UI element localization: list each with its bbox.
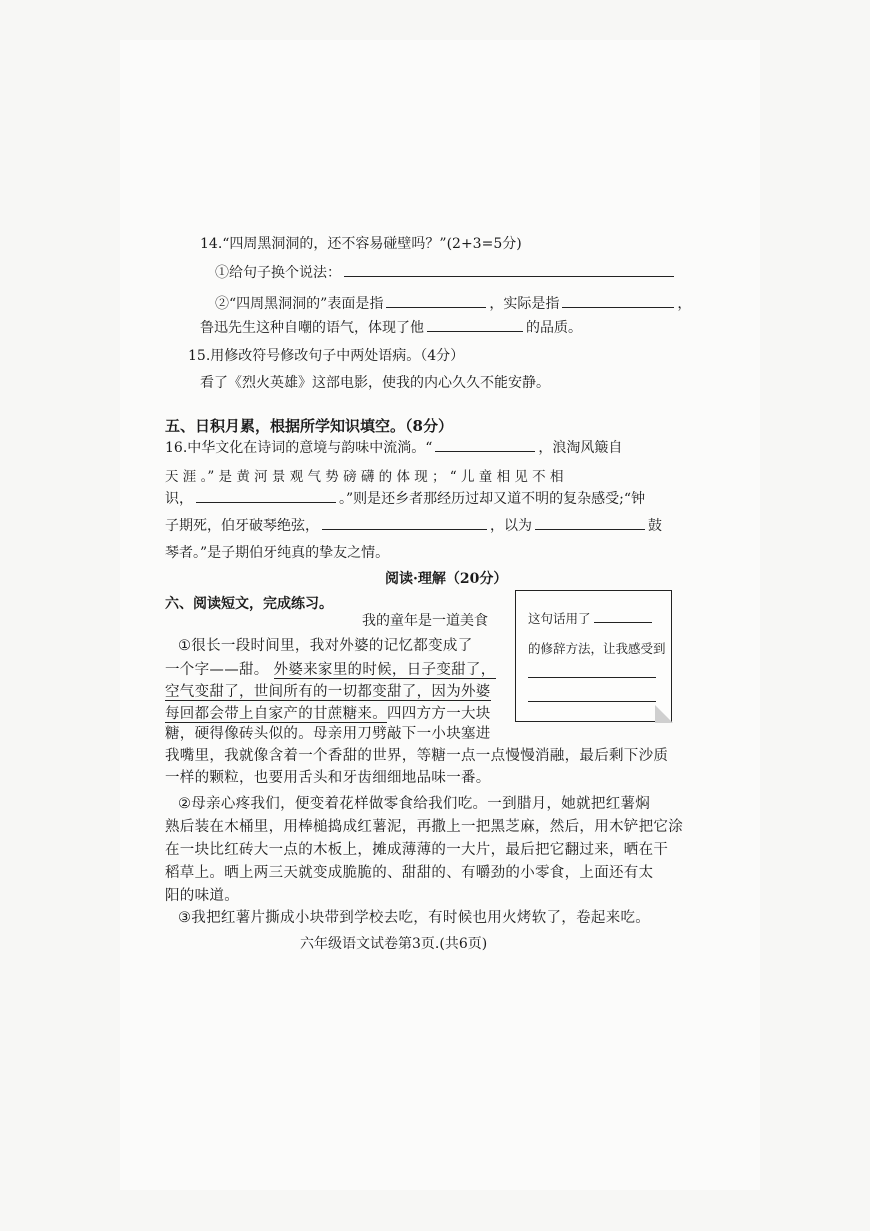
- para1-line3: 空气变甜了，世间所有的一切都变甜了，因为外婆: [165, 684, 491, 700]
- section6-heading: 六、阅读短文，完成练习。: [165, 596, 333, 612]
- note-answer-line[interactable]: [528, 677, 656, 678]
- q14-part2: ②“四周黑洞洞的”表面是指 ，实际是指 ，: [215, 293, 691, 313]
- q14-title: 14.“四周黑洞洞的，还不容易碰壁吗？”(2+3=5分): [200, 236, 522, 252]
- note-line2: 的修辞方法，让我感受到: [528, 641, 666, 656]
- para1-line6: 我嘴里，我就像含着一个香甜的世界，等糖一点一点慢慢消融，最后剩下沙质: [165, 748, 669, 764]
- q16-line2: 天 涯 。” 是 黄 河 景 观 气 势 磅 礴 的 体 现 ； “ 儿 童 相 见 不 相: [165, 469, 564, 485]
- q16-line3: 识， 。”则是还乡者那经历过却又道不明的复杂感受;“钟: [165, 488, 645, 508]
- page-fold-corner: [655, 705, 673, 723]
- answer-blank[interactable]: [386, 293, 486, 308]
- q15-title: 15.用修改符号修改句子中两处语病。（4分）: [188, 348, 465, 364]
- para2-line1: ②母亲心疼我们，便变着花样做零食给我们吃。一到腊月，她就把红薯焖: [178, 796, 651, 812]
- q16-line4: 子期死，伯牙破琴绝弦， ，以为 鼓: [165, 515, 662, 535]
- para1-line1: ①很长一段时间里，我对外婆的记忆都变成了: [178, 638, 473, 654]
- answer-blank[interactable]: [322, 515, 487, 530]
- section5-heading: 五、日积月累，根据所学知识填空。（8分）: [165, 417, 453, 435]
- note-answer-line[interactable]: [528, 701, 656, 702]
- para3-line1: ③我把红薯片撕成小块带到学校去吃，有时候也用火烤软了，卷起来吃。: [178, 910, 651, 926]
- q15-sentence: 看了《烈火英雄》这部电影，使我的内心久久不能安静。: [200, 375, 550, 391]
- answer-blank[interactable]: [535, 515, 645, 530]
- q14-part3: 鲁迅先生这种自嘲的语气，体现了他 的品质。: [200, 317, 582, 337]
- para1-line2: 一个字——甜。 外婆来家里的时候，日子变甜了，: [165, 662, 496, 678]
- para1-line7: 一样的颗粒，也要用舌头和牙齿细细地品味一番。: [165, 770, 491, 786]
- para2-line2: 熟后装在木桶里，用棒槌捣成红薯泥，再撒上一把黑芝麻，然后，用木铲把它涂: [165, 819, 683, 835]
- q16-line1: 16.中华文化在诗词的意境与韵味中流淌。“ ，浪淘风簸自: [165, 437, 622, 457]
- note-line1: 这句话用了: [528, 609, 655, 627]
- para1-line5: 糖，硬得像砖头似的。母亲用刀劈敲下一小块塞进: [165, 726, 491, 742]
- page-footer: 六年级语文试卷第3页.(共6页): [300, 936, 488, 952]
- reading-heading: 阅读·理解（20分）: [385, 571, 508, 587]
- q16-line5: 琴者。”是子期伯牙纯真的挚友之情。: [165, 545, 390, 561]
- para2-line5: 阳的味道。: [165, 888, 239, 904]
- para2-line3: 在一块比红砖大一点的木板上，摊成薄薄的一大片，最后把它翻过来，晒在干: [165, 842, 669, 858]
- answer-blank[interactable]: [344, 262, 674, 277]
- essay-title: 我的童年是一道美食: [362, 613, 488, 629]
- para1-line4: 每回都会带上自家产的甘蔗糖来。四四方方一大块: [165, 706, 491, 722]
- para2-line4: 稻草上。晒上两三天就变成脆脆的、甜甜的、有嚼劲的小零食，上面还有太: [165, 865, 654, 881]
- q14-part1: ①给句子换个说法：: [215, 262, 677, 282]
- answer-blank[interactable]: [427, 317, 523, 332]
- annotation-note-box: [515, 590, 672, 722]
- answer-blank[interactable]: [196, 488, 336, 503]
- answer-blank[interactable]: [562, 293, 674, 308]
- answer-blank[interactable]: [435, 437, 535, 452]
- answer-blank[interactable]: [594, 612, 652, 623]
- underlined-sentence: 外婆来家里的时候，日子变甜了，: [273, 662, 496, 678]
